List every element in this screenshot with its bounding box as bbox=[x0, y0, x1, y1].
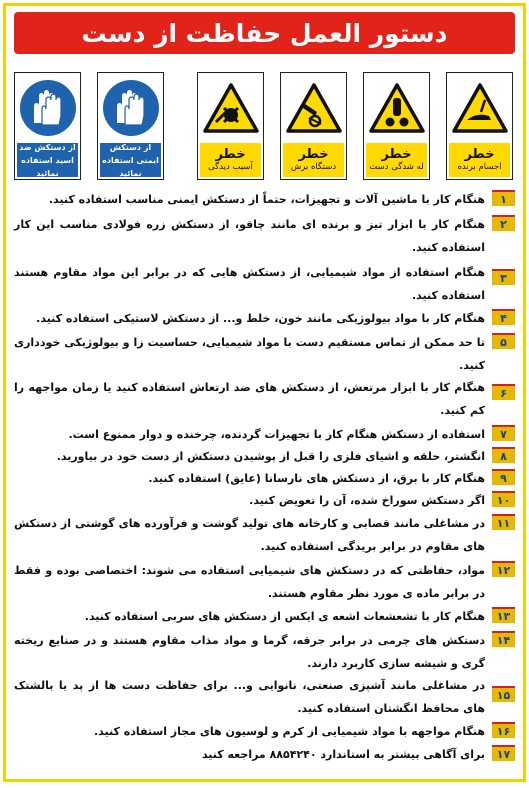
list-item bbox=[14, 720, 515, 743]
sign-label: از دستکش ایمنی استفاده نمائید bbox=[100, 143, 161, 177]
rule-text: هنگام استفاده از مواد شیمیایی، از دستکش هایی که در برابر این مواد مقاوم هستند استفاده کنید. bbox=[14, 266, 485, 302]
hand-cut-machine-icon bbox=[284, 77, 343, 139]
rule-text: هنگام کار با تشعشعات اشعه ی ایکس از دستکش های سربی استفاده کنید. bbox=[84, 610, 485, 623]
list-item bbox=[14, 629, 515, 675]
rule-text: در مشاغلی مانند قصابی و کارخانه های تولید گوشت و فرآورده های گوشتی از دستکش های مقاوم در برابر بریدگی استفاده کنید. bbox=[14, 517, 485, 553]
list-item bbox=[14, 605, 515, 628]
rule-number: ۹ bbox=[492, 469, 515, 485]
rule-text: تا حد ممکن از تماس مستقیم دست با مواد شیمیایی، حساسیت زا و بیولوژیکی خودداری کنید. bbox=[14, 336, 485, 372]
list-item bbox=[14, 445, 515, 468]
rule-text: هنگام کار با ماشین آلات و تجهیزات، حتماً از دستکش ایمنی مناسب استفاده کنید. bbox=[48, 193, 485, 206]
rule-text: در مشاغلی مانند آشپزی صنعتی، نانوایی و... برای حفاظت دست ها از پد یا بالشتک های محافظ انگشتان استفاده کنید. bbox=[14, 679, 485, 715]
list-item bbox=[14, 331, 515, 377]
sign-injury-danger bbox=[197, 72, 264, 180]
rule-text: برای آگاهی بیشتر به استاندارد ۸۸۵۴۲۴۰ مراجعه کنید bbox=[201, 748, 485, 761]
sign-label: دستگاه برش bbox=[290, 162, 337, 172]
list-item bbox=[14, 188, 515, 211]
rule-number: ۱۴ bbox=[492, 631, 515, 647]
rule-number: ۱۰ bbox=[492, 491, 515, 507]
list-item bbox=[14, 261, 515, 307]
list-item bbox=[14, 376, 515, 422]
sign-label: آسیب دیدگی bbox=[208, 162, 253, 172]
rule-text: هنگام کار با ابزار تیز و برنده ای مانند چاقو، از دستکش زره فولادی مناسب این کار استفاده کنید. bbox=[14, 218, 485, 254]
rule-number: ۱۳ bbox=[492, 607, 515, 623]
sign-danger-word: خطر bbox=[464, 147, 495, 162]
rule-text: انگشتر، حلقه و اشیای فلزی را قبل از پوشیدن دستکش از دست خود در بیاورید. bbox=[56, 450, 485, 463]
rule-text: هنگام کار با مواد بیولوژیکی مانند خون، خلط و... از دستکش لاستیکی استفاده کنید. bbox=[36, 312, 485, 325]
rule-number: ۴ bbox=[492, 309, 515, 325]
list-item bbox=[14, 743, 515, 766]
rule-number: ۶ bbox=[492, 384, 515, 400]
sign-label: از دستکش ضد اسید استفاده نمائید bbox=[17, 143, 78, 177]
sign-danger-word: خطر bbox=[298, 147, 329, 162]
sign-danger-word: خطر bbox=[215, 147, 246, 162]
rule-text: هنگام کار با برق، از دستکش های نارسانا (عایق) استفاده کنید. bbox=[148, 472, 485, 485]
safety-poster bbox=[3, 3, 526, 782]
list-item bbox=[14, 213, 515, 259]
rule-text: مواد، حفاظتی که در دستکش های شیمیایی استفاده می شوند: اختصاصی بوده و فقط در برابر ماده ی مورد نظر مقاوم هستند. bbox=[14, 564, 485, 600]
list-item bbox=[14, 467, 515, 490]
rule-number: ۱ bbox=[492, 190, 515, 206]
rule-text: اگر دستکش سوراخ شده، آن را تعویض کنید. bbox=[249, 494, 485, 507]
list-item bbox=[14, 512, 515, 558]
sign-acid-gloves bbox=[14, 72, 81, 180]
rule-text: هنگام مواجهه با مواد شیمیایی از کرم و لوسیون های مجاز استفاده کنید. bbox=[93, 725, 485, 738]
hand-crush-rollers-icon bbox=[367, 77, 426, 139]
rule-number: ۳ bbox=[492, 269, 515, 285]
rule-number: ۷ bbox=[492, 425, 515, 441]
rule-number: ۱۲ bbox=[492, 561, 515, 577]
sharp-objects-icon bbox=[450, 77, 509, 139]
sign-label: اجسام برنده bbox=[457, 162, 502, 172]
list-item bbox=[14, 674, 515, 720]
rule-number: ۱۵ bbox=[492, 686, 515, 702]
sign-label: له شدگی دست bbox=[369, 162, 424, 172]
rule-number: ۱۱ bbox=[492, 514, 515, 530]
sign-safety-gloves bbox=[97, 72, 164, 180]
gloves-icon bbox=[101, 77, 160, 139]
list-item bbox=[14, 423, 515, 446]
rule-text: هنگام کار با ابزار مرتعش، از دستکش های ضد ارتعاش استفاده کنید یا زمان مواجهه را کم کنید. bbox=[14, 381, 485, 417]
safety-signs-row bbox=[14, 72, 515, 182]
list-item bbox=[14, 559, 515, 605]
rule-text: استفاده از دستکش هنگام کار با تجهیزات گردنده، چرخنده و دوار ممنوع است. bbox=[68, 428, 485, 441]
sign-sharp-objects bbox=[446, 72, 513, 180]
sign-danger-word: خطر bbox=[381, 147, 412, 162]
rules-list bbox=[14, 186, 515, 775]
rule-number: ۲ bbox=[492, 215, 515, 231]
hand-injury-icon bbox=[201, 77, 260, 139]
rule-text: دستکش های چرمی در برابر جرقه، گرما و مواد مذاب مقاوم هستند و در صنایع ریخته گری و شیشه سازی کاربرد دارند. bbox=[14, 634, 485, 670]
list-item bbox=[14, 307, 515, 330]
poster-title: دستور العمل حفاظت از دست bbox=[14, 12, 515, 54]
list-item bbox=[14, 489, 515, 512]
sign-hand-crush bbox=[363, 72, 430, 180]
rule-number: ۱۶ bbox=[492, 722, 515, 738]
rule-number: ۵ bbox=[492, 333, 515, 349]
sign-cutting-machine bbox=[280, 72, 347, 180]
rule-number: ۱۷ bbox=[492, 745, 515, 761]
gloves-icon bbox=[18, 77, 77, 139]
rule-number: ۸ bbox=[492, 447, 515, 463]
